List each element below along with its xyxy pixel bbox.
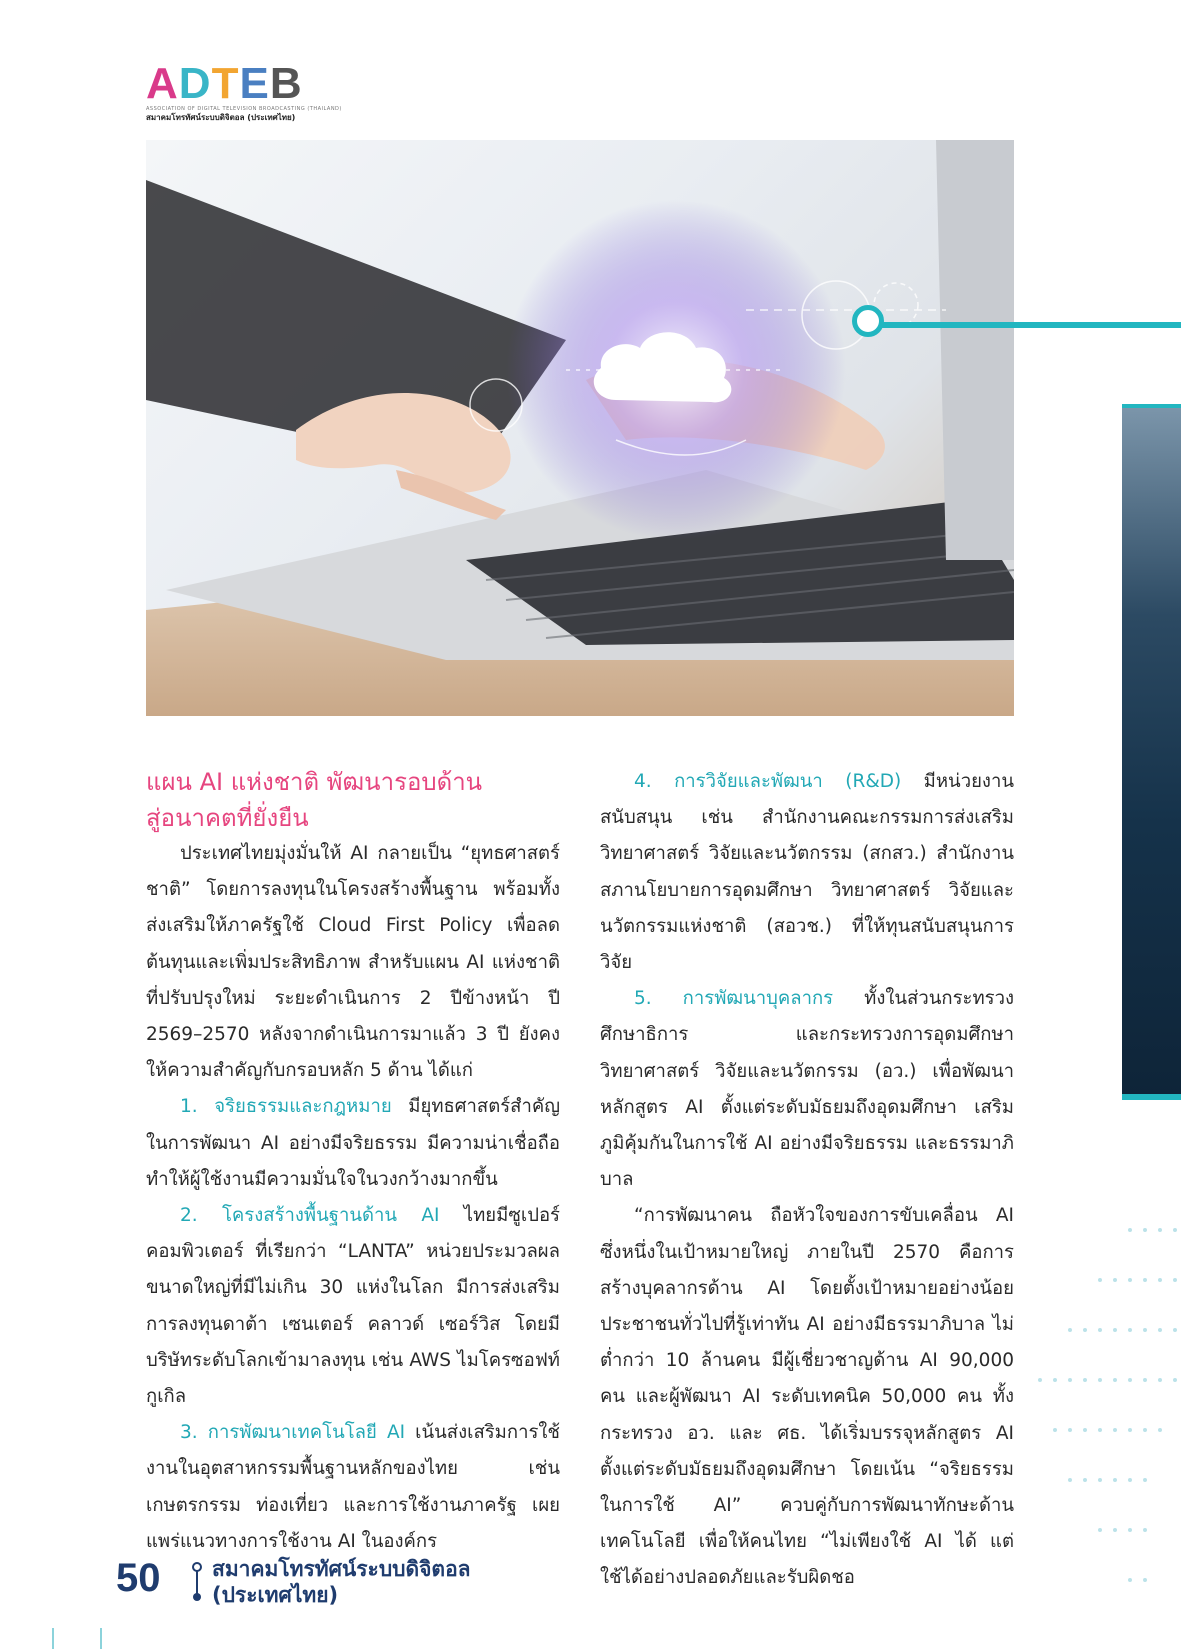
decor-dot-pattern [1030, 1200, 1181, 1620]
list-item [600, 764, 1014, 981]
article-left-column [146, 764, 560, 1560]
item-title: 3. การพัฒนาเทคโนโลยี AI [180, 1422, 406, 1444]
section-heading-line2: สู่อนาคตที่ยั่งยืน [146, 804, 309, 832]
quote-paragraph: “การพัฒนาคน ถือหัวใจของการขับเคลื่อน AI ซึ่งหนึ่งในเป้าหมายใหญ่ ภายในปี 2570 คือการสร้างบุคลากรด้าน AI โดยตั้งเป้าหมายอย่างน้อย ประชาชนทั่วไปที่รู้เท่าทัน AI อย่างมีธรรมาภิบาล ไม่ต่ำกว่า 10 ล้านคน มีผู้เชี่ยวชาญด้าน AI 90,000 คน และผู้พัฒนา AI ระดับเทคนิค 50,000 คน ทั้งกระทรวง อว. และ ศธ. ได้เริ่มบรรจุหลักสูตร AI ตั้งแต่ระดับมัธยมถึงอุดมศึกษา โดยเน้น “จริยธรรมในการใช้ AI” ควบคู่กับการพัฒนาทักษะด้านเทคโนโลยี เพื่อให้คนไทย “ไม่เพียงใช้ AI ได้ แต่ใช้ได้อย่างปลอดภัยและรับผิดชอ [600, 1205, 1014, 1589]
decor-tick [100, 1628, 102, 1649]
section-heading-line1: แผน AI แห่งชาติ พัฒนารอบด้าน [146, 768, 483, 796]
intro-paragraph: ประเทศไทยมุ่งมั่นให้ AI กลายเป็น “ยุทธศาสตร์ชาติ” โดยการลงทุนในโครงสร้างพื้นฐาน พร้อมทั้งส่งเสริมให้ภาครัฐใช้ Cloud First Policy เพื่อลดต้นทุนและเพิ่มประสิทธิภาพ สำหรับแผน AI แห่งชาติที่ปรับปรุงใหม่ ระยะดำเนินการ 2 ปีข้างหน้า ปี 2569–2570 หลังจากดำเนินการมาแล้ว 3 ปี ยังคงให้ความสำคัญกับกรอบหลัก 5 ด้าน ได้แก่ [146, 843, 560, 1082]
logo-subtitle-th: สมาคมโทรทัศน์ระบบดิจิตอล (ประเทศไทย) [146, 113, 296, 122]
article-right-column [600, 764, 1014, 1597]
pin-icon [190, 1562, 204, 1602]
list-item [600, 981, 1014, 1198]
footer-org-line2: (ประเทศไทย) [212, 1583, 339, 1607]
logo-letter: D [178, 59, 212, 108]
footer-organization [212, 1556, 471, 1608]
list-item [146, 1415, 560, 1560]
adteb-logo [146, 59, 342, 123]
decor-teal-ring [852, 305, 884, 337]
item-body: มียุทธศาสตร์สำคัญในการพัฒนา AI อย่างมีจริยธรรม มีความน่าเชื่อถือทำให้ผู้ใช้งานมีความมั่นใจในวงกว้างมากขึ้น [146, 1096, 560, 1190]
decor-teal-line [870, 322, 1181, 328]
item-body: มีหน่วยงานสนับสนุน เช่น สำนักงานคณะกรรมการส่งเสริมวิทยาศาสตร์ วิจัยและนวัตกรรม (สกสว.) สำนักงานสภานโยบายการอุดมศึกษา วิทยาศาสตร์ วิจัยและนวัตกรรมแห่งชาติ (สอวช.) ที่ให้ทุนสนับสนุนการวิจัย [600, 771, 1015, 974]
section-heading [146, 764, 560, 836]
logo-letter: T [211, 59, 240, 108]
decor-tick [52, 1628, 54, 1649]
hero-image [146, 140, 1014, 716]
logo-letter: B [269, 59, 303, 108]
list-item [146, 1198, 560, 1415]
logo-letter: A [146, 59, 179, 108]
laptop-cloud-illustration [146, 140, 1014, 716]
item-body: ไทยมีซูเปอร์คอมพิวเตอร์ ที่เรียกว่า “LANTA” หน่วยประมวลผลขนาดใหญ่ที่มีไม่เกิน 30 แห่งในโลก มีการส่งเสริมการลงทุนดาต้า เซนเตอร์ คลาวด์ เซอร์วิส โดยมีบริษัทระดับโลกเข้ามาลงทุน เช่น AWS ไมโครซอฟท์ กูเกิล [146, 1205, 560, 1408]
item-title: 5. การพัฒนาบุคลากร [634, 988, 834, 1010]
logo-subtitle-en: ASSOCIATION OF DIGITAL TELEVISION BROADCASTING (THAILAND) [146, 106, 342, 112]
list-item [146, 1089, 560, 1198]
footer-org-line1: สมาคมโทรทัศน์ระบบดิจิตอล [212, 1557, 471, 1581]
decor-server-border [1122, 1094, 1181, 1100]
item-title: 4. การวิจัยและพัฒนา (R&D) [634, 771, 902, 792]
item-body: ทั้งในส่วนกระทรวงศึกษาธิการ และกระทรวงการอุดมศึกษา วิทยาศาสตร์ วิจัยและนวัตกรรม (อว.) เพื่อพัฒนาหลักสูตร AI ตั้งแต่ระดับมัธยมถึงอุดมศึกษา เสริมภูมิคุ้มกันในการใช้ AI อย่างมีจริยธรรม และธรรมาภิบาล [600, 988, 1014, 1191]
server-rack-image [1122, 408, 1181, 1100]
item-title: 2. โครงสร้างพื้นฐานด้าน AI [180, 1205, 440, 1227]
logo-letter: E [239, 59, 270, 108]
logo-mark [146, 59, 306, 108]
item-title: 1. จริยธรรมและกฎหมาย [180, 1096, 392, 1118]
item-body: เน้นส่งเสริมการใช้งานในอุตสาหกรรมพื้นฐานหลักของไทย เช่น เกษตรกรรม ท่องเที่ยว และการใช้งานภาครัฐ เผยแพร่แนวทางการใช้งาน AI ในองค์กร [146, 1422, 560, 1552]
page-number: 50 [116, 1556, 161, 1600]
